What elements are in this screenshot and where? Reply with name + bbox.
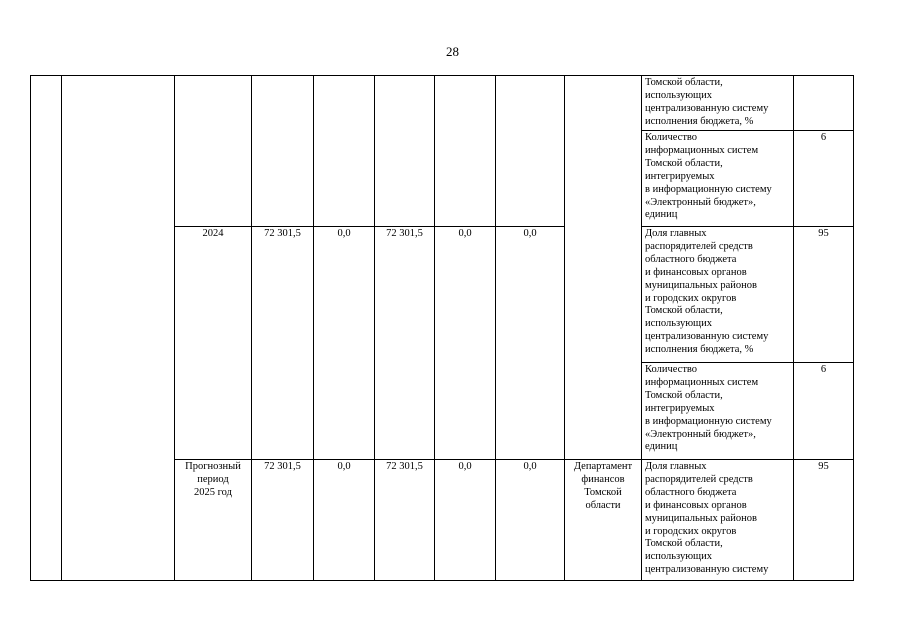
page-number: 28 bbox=[446, 44, 459, 59]
year-cell bbox=[175, 76, 252, 227]
task-name-cell bbox=[62, 76, 175, 581]
indicator-value-cell: 95 bbox=[794, 460, 854, 581]
regional-cell: 72 301,5 bbox=[375, 460, 435, 581]
table-row bbox=[31, 76, 854, 131]
other-cell: 0,0 bbox=[496, 460, 565, 581]
total-cell: 72 301,5 bbox=[252, 227, 314, 460]
total-cell bbox=[252, 76, 314, 227]
local-cell: 0,0 bbox=[435, 460, 496, 581]
indicator-value-cell: 6 bbox=[794, 131, 854, 227]
regional-cell bbox=[375, 76, 435, 227]
indicator-value-cell: 95 bbox=[794, 227, 854, 363]
local-cell: 0,0 bbox=[435, 227, 496, 460]
indicator-cell: Доля главных распорядителей средств областного бюджета и финансовых органов муниципальных районов и городских округов Томской области, использующих централизованную систему bbox=[642, 460, 794, 581]
total-cell: 72 301,5 bbox=[252, 460, 314, 581]
regional-cell: 72 301,5 bbox=[375, 227, 435, 460]
local-cell bbox=[435, 76, 496, 227]
indicator-value-cell bbox=[794, 76, 854, 131]
federal-cell: 0,0 bbox=[314, 460, 375, 581]
indicator-cell: Доля главных распорядителей средств областного бюджета и финансовых органов муниципальных районов и городских округов Томской области, использующих централизованную систему исполнения бюджета, % bbox=[642, 227, 794, 363]
federal-cell: 0,0 bbox=[314, 227, 375, 460]
indicator-cell: Количество информационных систем Томской области, интегрируемых в информационную систему «Электронный бюджет», единиц bbox=[642, 131, 794, 227]
program-funding-table bbox=[30, 75, 854, 581]
indicator-value-cell: 6 bbox=[794, 363, 854, 460]
number-cell bbox=[31, 76, 62, 581]
executor-cell: Департамент финансов Томской области bbox=[565, 460, 642, 581]
year-cell: Прогнозный период 2025 год bbox=[175, 460, 252, 581]
indicator-cell: Количество информационных систем Томской области, интегрируемых в информационную систему «Электронный бюджет», единиц bbox=[642, 363, 794, 460]
other-cell bbox=[496, 76, 565, 227]
indicator-cell: Томской области, использующих централизованную систему исполнения бюджета, % bbox=[642, 76, 794, 131]
executor-cell bbox=[565, 76, 642, 460]
other-cell: 0,0 bbox=[496, 227, 565, 460]
federal-cell bbox=[314, 76, 375, 227]
year-cell: 2024 bbox=[175, 227, 252, 460]
